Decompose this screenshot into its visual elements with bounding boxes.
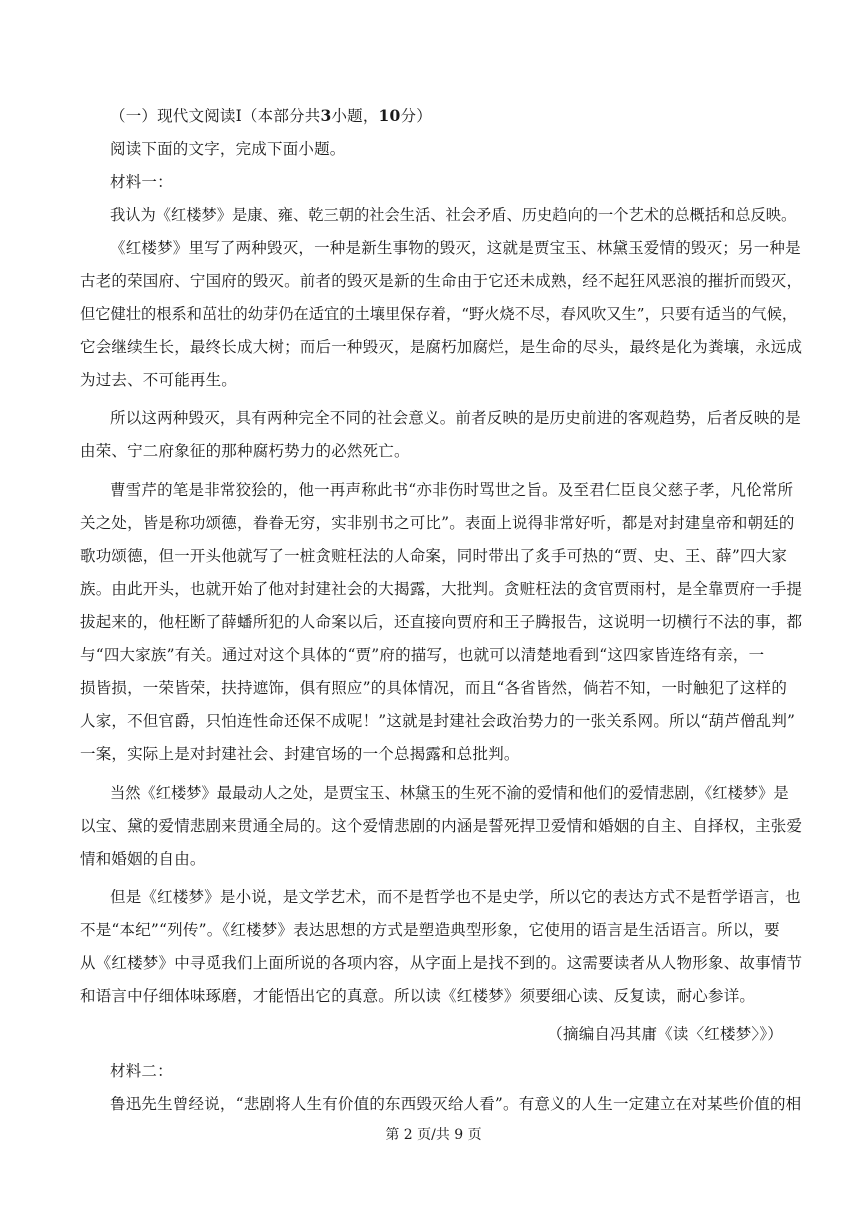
- paragraph-line: 以宝、黛的爱情悲剧来贯通全局的。这个爱情悲剧的内涵是誓死捍卫爱情和婚姻的自主、自择权，主张爱: [80, 817, 803, 835]
- paragraph-line: 一案，实际上是对封建社会、封建官场的一个总揭露和总批判。: [80, 745, 520, 763]
- paragraph-line: 和语言中仔细体味琢磨，才能悟出它的真意。所以读《红楼梦》须要细心读、反复读，耐心参详。: [80, 987, 756, 1005]
- paragraph-line: 古老的荣国府、宁国府的毁灭。前者的毁灭是新的生命由于它还未成熟，经不起狂风恶浪的摧折而毁灭，: [80, 272, 803, 290]
- paragraph-line: 与“四大家族”有关。通过对这个具体的“贾”府的描写，也就可以清楚地看到“这四家皆连络有亲，一: [80, 646, 765, 664]
- paragraph-line: 族。由此开头，也就开始了他对封建社会的大揭露，大批判。贪赃枉法的贪官贾雨村，是全靠贾府一手提: [80, 580, 803, 598]
- paragraph-line: 人家，不但官爵，只怕连性命还保不成呢！”这就是封建社会政治势力的一张关系网。所以“葫芦僧乱判”: [80, 712, 796, 730]
- paragraph-line: 它会继续生长，最终长成大树；而后一种毁灭，是腐朽加腐烂，是生命的尽头，最终是化为粪壤，永远成: [80, 338, 803, 356]
- paragraph-line: 《红楼梦》里写了两种毁灭，一种是新生事物的毁灭，这就是贾宝玉、林黛玉爱情的毁灭；另一种是: [110, 239, 801, 257]
- material1-source: （摘编自冯其庸《读〈红楼梦〉》）: [547, 1025, 783, 1043]
- paragraph-line: 由荣、宁二府象征的那种腐朽势力的必然死亡。: [80, 442, 410, 460]
- material2-label: 材料二：: [110, 1062, 173, 1080]
- paragraph-line: 不是“本纪”“列传”。《红楼梦》表达思想的方式是塑造典型形象，它使用的语言是生活语言。所以，要: [80, 921, 780, 939]
- paragraph-line: 关之处，皆是称功颂德，眷眷无穷，实非别书之可比”。表面上说得非常好听，都是对封建皇帝和朝廷的: [80, 514, 795, 532]
- paragraph-line: 歌功颂德，但一开头他就写了一桩贪赃枉法的人命案，同时带出了炙手可热的“贾、史、王、薛”四大家: [80, 547, 788, 565]
- section-heading: [110, 106, 432, 126]
- paragraph-line: 曹雪芹的笔是非常狡狯的，他一再声称此书“亦非伤时骂世之旨。及至君仁臣良父慈子孝，凡伦常所: [110, 481, 794, 499]
- section-heading-suffix: 分）: [400, 107, 432, 125]
- paragraph-line: 拔起来的，他枉断了薛蟠所犯的人命案以后，还直接向贾府和王子腾报告，这说明一切横行不法的事，都: [80, 613, 803, 631]
- material1-label: 材料一：: [110, 173, 173, 191]
- paragraph-line: 损皆损，一荣皆荣，扶持遮饰，俱有照应”的具体情况，而且“各省皆然，倘若不知，一时触犯了这样的: [80, 679, 788, 697]
- score-value: 10: [378, 106, 401, 125]
- paragraph-line: 鲁迅先生曾经说，“悲剧将人生有价值的东西毁灭给人看”。有意义的人生一定建立在对某些价值的相: [110, 1095, 802, 1113]
- paragraph-line: 但它健壮的根系和茁壮的幼芽仍在适宜的土壤里保存着，“野火烧不尽，春风吹又生”，只要有适当的气候，: [80, 305, 798, 323]
- paragraph-line: 我认为《红楼梦》是康、雍、乾三朝的社会生活、社会矛盾、历史趋向的一个艺术的总概括和总反映。: [110, 206, 797, 224]
- paragraph-line: 但是《红楼梦》是小说，是文学艺术，而不是哲学也不是史学，所以它的表达方式不是哲学语言，也: [110, 888, 801, 906]
- instruction-text: 阅读下面的文字，完成下面小题。: [110, 140, 346, 158]
- paragraph-line: 从《红楼梦》中寻觅我们上面所说的各项内容，从字面上是找不到的。这需要读者从人物形象、故事情节: [80, 954, 803, 972]
- section-heading-middle: 小题，: [331, 107, 379, 125]
- paragraph-line: 为过去、不可能再生。: [80, 371, 238, 389]
- section-heading-prefix: （一）现代文阅读Ⅰ（本部分共: [110, 107, 321, 125]
- paragraph-line: 当然《红楼梦》最最动人之处，是贾宝玉、林黛玉的生死不渝的爱情和他们的爱情悲剧，《红楼梦》是: [110, 784, 789, 802]
- paragraph-line: 情和婚姻的自由。: [80, 850, 206, 868]
- question-count: 3: [320, 106, 332, 125]
- paragraph-line: 所以这两种毁灭，具有两种完全不同的社会意义。前者反映的是历史前进的客观趋势，后者反映的是: [110, 409, 801, 427]
- page-footer: 第 2 页/共 9 页: [385, 1127, 482, 1143]
